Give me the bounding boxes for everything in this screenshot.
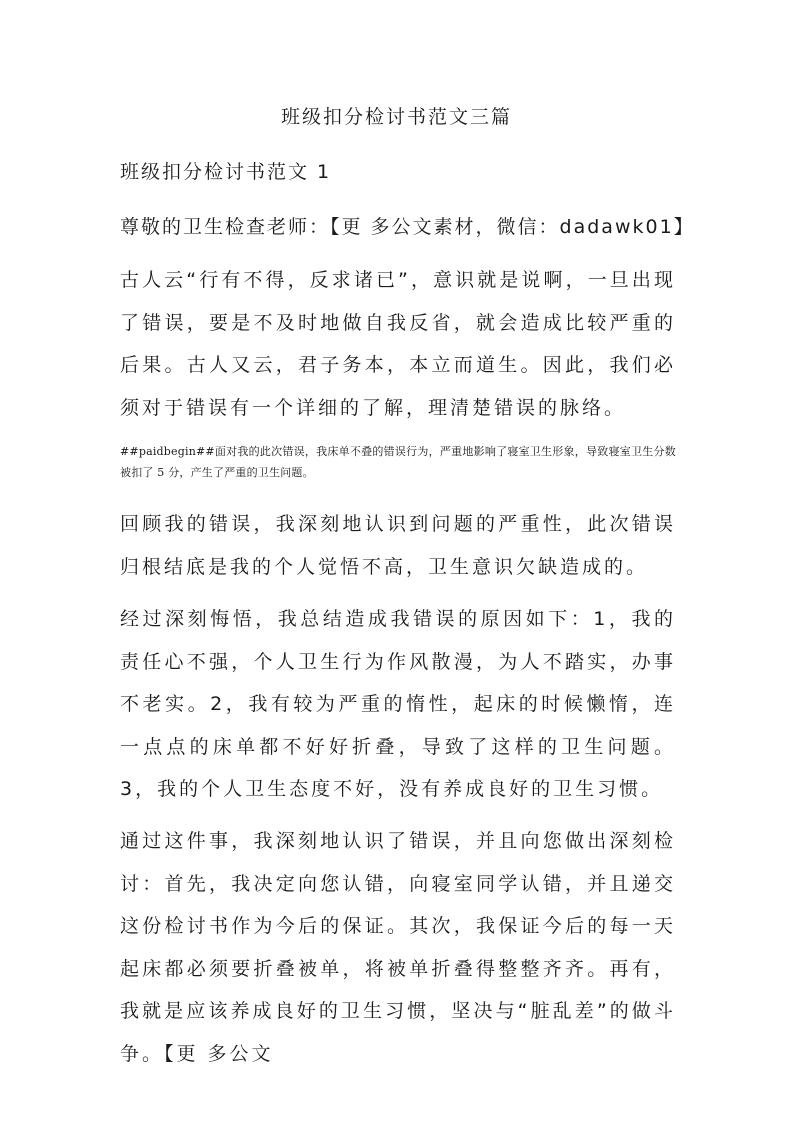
document-title: 班级扣分检讨书范文三篇 [280, 106, 512, 128]
section-heading: 班级扣分检讨书范文 1 [120, 161, 332, 183]
paid-section-paragraph: ##paidbegin##面对我的此次错误，我床单不叠的错误行为，严重地影响了寝室卫生形象，导致寝室卫生分数被扣了 5 分，产生了严重的卫生问题。 [120, 445, 676, 479]
body-paragraph: 通过这件事，我深刻地认识了错误，并且向您做出深刻检讨：首先，我决定向您认错，向寝室同学认错，并且递交这份检讨书作为今后的保证。其次，我保证今后的每一天起床都必须要折叠被单，将被单折叠得整整齐齐。再有，我就是应该养成良好的卫生习惯，坚决与“脏乱差”的做斗争。【更 多公文 [120, 830, 676, 1065]
body-paragraph: 古人云“行有不得，反求诸已”，意识就是说啊，一旦出现了错误，要是不及时地做自我反省，就会造成比较严重的后果。古人又云，君子务本，本立而道生。因此，我们必须对于错误有一个详细的了解，理清楚错误的脉络。 [120, 269, 676, 419]
body-paragraph: 经过深刻悔悟，我总结造成我错误的原因如下：1，我的责任心不强，个人卫生行为作风散漫，为人不踏实，办事不老实。2，我有较为严重的惰性，起床的时候懒惰，连一点点的床单都不好好折叠，导致了这样的卫生问题。3，我的个人卫生态度不好，没有养成良好的卫生习惯。 [120, 608, 676, 800]
salutation-line: 尊敬的卫生检查老师：【更 多公文素材，微信：dadawk01】 [120, 216, 695, 238]
body-paragraph: 回顾我的错误，我深刻地认识到问题的严重性，此次错误归根结底是我的个人觉悟不高，卫生意识欠缺造成的。 [120, 513, 676, 578]
